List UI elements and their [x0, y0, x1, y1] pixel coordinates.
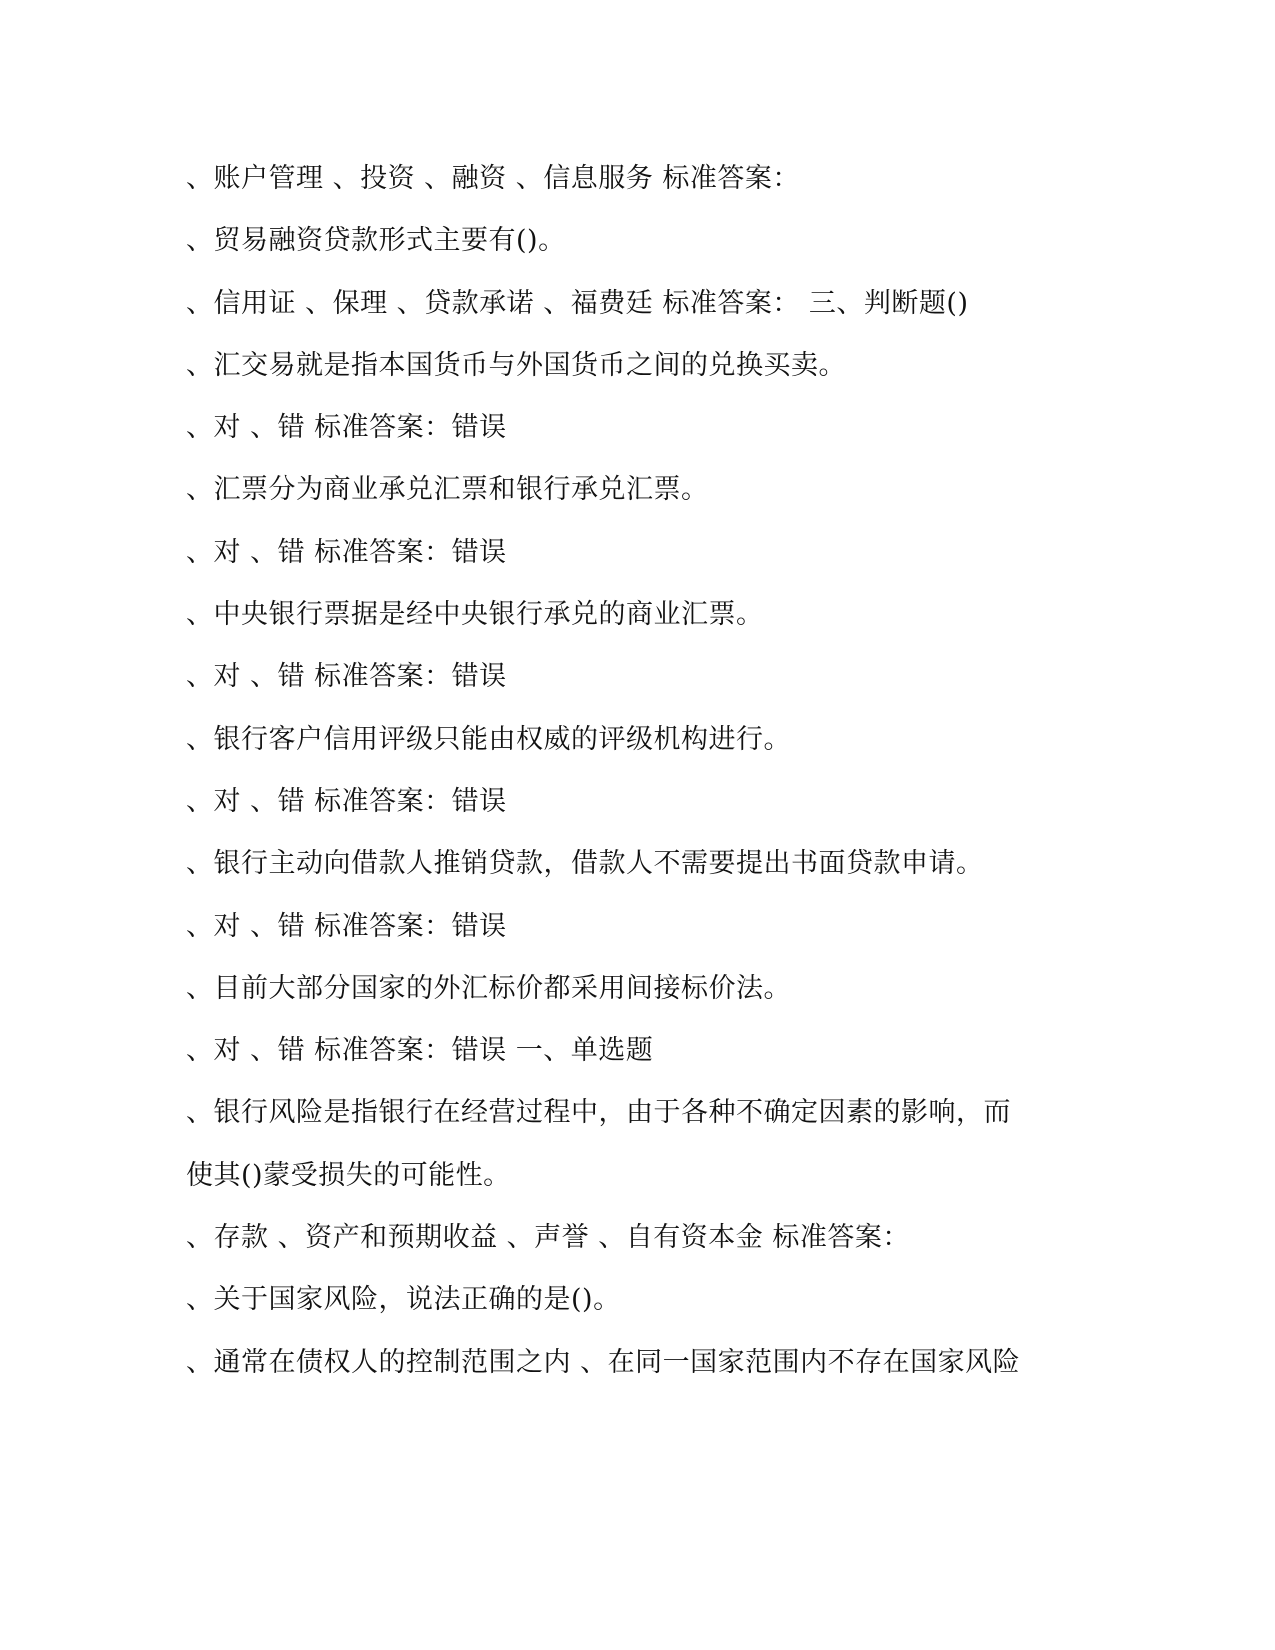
document-body	[186, 156, 1086, 1402]
text-line: 、对 、错 标准答案：错误	[186, 785, 507, 817]
text-line: 、关于国家风险，说法正确的是()。	[186, 1284, 621, 1316]
text-line: 、对 、错 标准答案：错误	[186, 661, 507, 693]
text-line: 、银行风险是指银行在经营过程中，由于各种不确定因素的影响，而	[186, 1097, 1011, 1129]
text-line: 、银行客户信用评级只能由权威的评级机构进行。	[186, 723, 791, 755]
text-line: 、账户管理 、投资 、融资 、信息服务 标准答案：	[186, 163, 800, 194]
text-line: 、中央银行票据是经中央银行承兑的商业汇票。	[186, 599, 764, 631]
text-line: 、贸易融资贷款形式主要有()。	[186, 225, 566, 257]
text-line: 、汇票分为商业承兑汇票和银行承兑汇票。	[186, 474, 709, 506]
text-line: 、目前大部分国家的外汇标价都采用间接标价法。	[186, 972, 791, 1004]
text-line: 、对 、错 标准答案：错误 一、单选题	[186, 1035, 654, 1067]
text-line: 、存款 、资产和预期收益 、声誉 、自有资本金 标准答案：	[186, 1222, 910, 1254]
text-line: 使其()蒙受损失的可能性。	[186, 1159, 511, 1191]
text-line: 、信用证 、保理 、贷款承诺 、福费廷 标准答案： 三、判断题()	[186, 287, 969, 319]
text-line: 、对 、错 标准答案：错误	[186, 536, 507, 568]
text-line: 、对 、错 标准答案：错误	[186, 412, 507, 444]
text-line: 、通常在债权人的控制范围之内 、在同一国家范围内不存在国家风险	[186, 1346, 1021, 1378]
text-line: 、银行主动向借款人推销贷款，借款人不需要提出书面贷款申请。	[186, 848, 984, 880]
text-line: 、汇交易就是指本国货币与外国货币之间的兑换买卖。	[186, 349, 846, 381]
text-line: 、对 、错 标准答案：错误	[186, 910, 507, 942]
